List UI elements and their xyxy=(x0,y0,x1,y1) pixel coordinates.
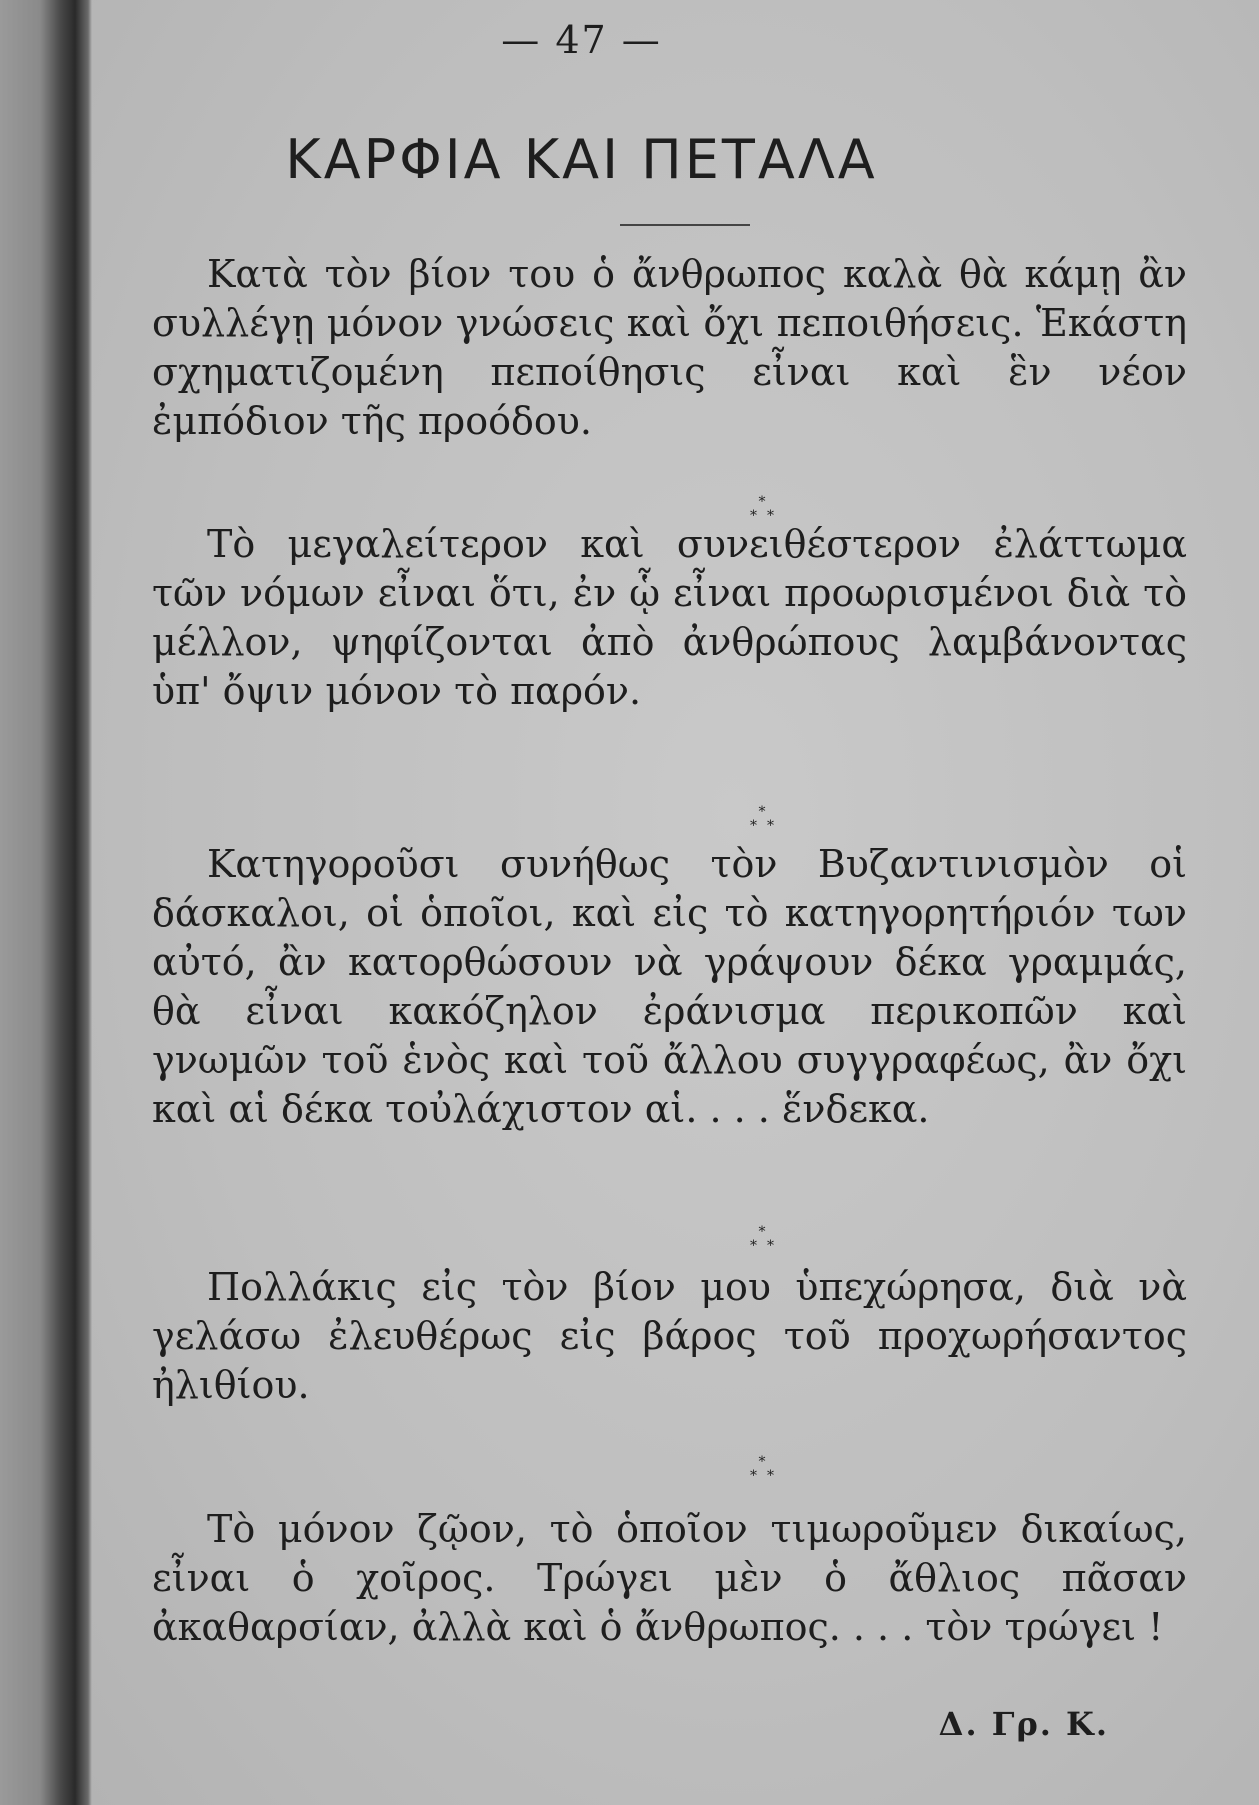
asterism-3: * ** xyxy=(750,1224,784,1254)
title-rule xyxy=(620,224,750,226)
asterism-1: * ** xyxy=(750,494,784,524)
asterism-2: * ** xyxy=(750,804,784,834)
book-spine-shadow xyxy=(0,0,92,1805)
paragraph-4: Πολλάκις εἰς τὸν βίον μου ὑπεχώρησα, διὰ νὰ γελάσω ἐλευθέρως εἰς βάρος τοῦ προχωρήσαντος ἠλιθίου. xyxy=(152,1265,1187,1407)
paragraph-1: Κατὰ τὸν βίον του ὁ ἄνθρωπος καλὰ θὰ κάμῃ ἂν συλλέγῃ μόνον γνώσεις καὶ ὄχι πεποιθήσεις. Ἑκάστη σχηματιζομένη πεποίθησις εἶναι καὶ ἓν νέον ἐμπόδιον τῆς προόδου. xyxy=(152,252,1187,443)
paragraph-2: Τὸ μεγαλείτερον καὶ συνειθέστερον ἐλάττωμα τῶν νόμων εἶναι ὅτι, ἐν ᾧ εἶναι προωρισμένοι διὰ τὸ μέλλον, ψηφίζονται ἀπὸ ἀνθρώπους λαμβάνοντας ὑπ' ὄψιν μόνον τὸ παρόν. xyxy=(152,522,1187,713)
page-number: — 47 — xyxy=(501,18,662,62)
paragraph-3: Κατηγοροῦσι συνήθως τὸν Βυζαντινισμὸν οἱ δάσκαλοι, οἱ ὁποῖοι, καὶ εἰς τὸ κατηγορητήριόν των αὐτό, ἂν κατορθώσουν νὰ γράψουν δέκα γραμμάς, θὰ εἶναι κακόζηλον ἐράνισμα περικοπῶν καὶ γνωμῶν τοῦ ἑνὸς καὶ τοῦ ἄλλου συγγραφέως, ἂν ὄχι καὶ αἱ δέκα τοὐλάχιστον αἱ. . . . ἕνδεκα. xyxy=(152,842,1187,1131)
asterism-4: * ** xyxy=(750,1454,784,1484)
page-title: ΚΑΡΦΙΑ ΚΑΙ ΠΕΤΑΛΑ xyxy=(285,128,878,191)
book-page xyxy=(92,0,1259,1805)
author-signature: Δ. Γρ. Κ. xyxy=(938,1705,1109,1743)
paragraph-5: Τὸ μόνον ζῷον, τὸ ὁποῖον τιμωροῦμεν δικαίως, εἶναι ὁ χοῖρος. Τρώγει μὲν ὁ ἄθλιος πᾶσαν ἀκαθαρσίαν, ἀλλὰ καὶ ὁ ἄνθρωπος. . . . τὸν τρώγει ! xyxy=(152,1507,1187,1649)
